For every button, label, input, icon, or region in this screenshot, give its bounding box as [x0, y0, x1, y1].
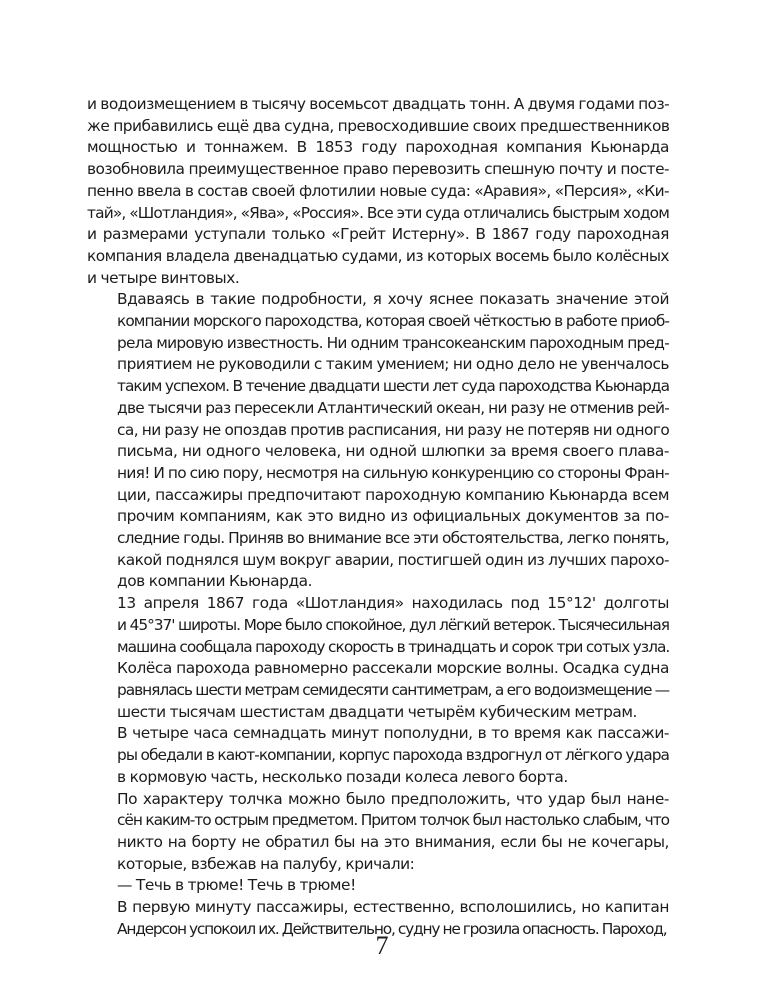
page-body: [87, 94, 669, 940]
paragraph-5: [87, 789, 669, 876]
text-line: В первую минуту пассажиры, естественно, всполошились, но капитан: [117, 898, 669, 917]
text-line: са, ни разу не опоздав против расписания, ни разу не потеряв ни одного: [117, 420, 670, 439]
text-line: — Течь в трюме! Течь в трюме!: [117, 876, 356, 895]
paragraph-4: [87, 723, 669, 788]
paragraph-2: [87, 289, 669, 593]
text-line: компании морского пароходства, которая своей чёткостью в работе приоб-: [117, 312, 669, 331]
text-line: следние годы. Приняв во внимание все эти обстоятельства, легко понять,: [117, 529, 669, 548]
text-line: и водоизмещением в тысячу восемьсот двадцать тонн. А двумя годами поз-: [87, 95, 670, 113]
text-line: две тысячи раз пересекли Атлантический океан, ни разу не отменив рей-: [117, 398, 670, 417]
text-line: ры обедали в кают-компании, корпус парохода вздрогнул от лёгкого удара: [117, 746, 669, 765]
text-line: машина сообщала пароходу скорость в тринадцать и сорок три сотых узла.: [117, 637, 670, 656]
text-line: По характеру толчка можно было предположить, что удар был нане-: [117, 789, 669, 808]
text-line: никто на борту не обратил бы на это внимания, если бы не кочегары,: [117, 832, 669, 851]
text-line: в кормовую часть, несколько позади колеса левого борта.: [117, 767, 568, 786]
text-line: возобновила преимущественное право перевозить спешную почту и посте-: [87, 160, 669, 179]
text-line: таким успехом. В течение двадцати шести лет суда пароходства Кьюнарда: [117, 377, 669, 396]
text-line: которые, взбежав на палубу, кричали:: [117, 854, 415, 873]
text-line: компания владела двенадцатью судами, из которых восемь было колёсных: [87, 246, 669, 265]
text-line: и 45°37' широты. Море было спокойное, дул лёгкий ветерок. Тысячесильная: [117, 615, 669, 634]
text-line: В четыре часа семнадцать минут пополудни, в то время как пассажи-: [117, 724, 669, 743]
text-line: и четыре винтовых.: [87, 268, 240, 287]
text-line: приятием не руководили с таким умением; ни одно дело не увенчалось: [117, 355, 669, 374]
text-line: пенно ввела в состав своей флотилии новые суда: «Аравия», «Персия», «Ки-: [87, 181, 669, 200]
text-line: рела мировую известность. Ни одним трансокеанским пароходным пред-: [117, 333, 669, 352]
text-line: сён каким-то острым предметом. Притом толчок был настолько слабым, что: [117, 811, 669, 830]
text-line: прочим компаниям, как это видно из официальных документов за по-: [117, 507, 669, 526]
text-line: тай», «Шотландия», «Ява», «Россия». Все эти суда отличались быстрым ходом: [87, 203, 669, 222]
paragraph-3: [87, 593, 669, 723]
paragraph-6: [87, 875, 669, 897]
text-line: и размерами уступали только «Грейт Истерну». В 1867 году пароходная: [87, 225, 669, 244]
text-line: письма, ни одного человека, ни одной шлюпки за время своего плава-: [117, 442, 669, 461]
text-line: какой поднялся шум вокруг аварии, постигшей один из лучших парохо-: [117, 550, 669, 569]
text-line: Андерсон успокоил их. Действительно, судну не грозила опасность. Пароход,: [117, 919, 667, 938]
paragraph-1: [87, 94, 669, 289]
text-line: мощностью и тоннажем. В 1853 году пароходная компания Кьюнарда: [87, 138, 669, 157]
text-line: Вдаваясь в такие подробности, я хочу яснее показать значение этой: [117, 290, 669, 309]
text-line: ции, пассажиры предпочитают пароходную компанию Кьюнарда всем: [117, 485, 669, 504]
text-line: дов компании Кьюнарда.: [117, 572, 313, 591]
text-line: же прибавились ещё два судна, превосходившие своих предшественников: [87, 116, 670, 135]
page-number: 7: [375, 931, 389, 960]
text-line: Колёса парохода равномерно рассекали морские волны. Осадка судна: [117, 659, 669, 678]
text-line: ния! И по сию пору, несмотря на сильную конкуренцию со стороны Фран-: [117, 463, 669, 482]
text-line: равнялась шести метрам семидесяти сантиметрам, а его водоизмещение —: [117, 680, 670, 699]
text-line: шести тысячам шестистам двадцати четырём кубическим метрам.: [117, 702, 637, 721]
text-line: 13 апреля 1867 года «Шотландия» находилась под 15°12' долготы: [117, 594, 669, 613]
